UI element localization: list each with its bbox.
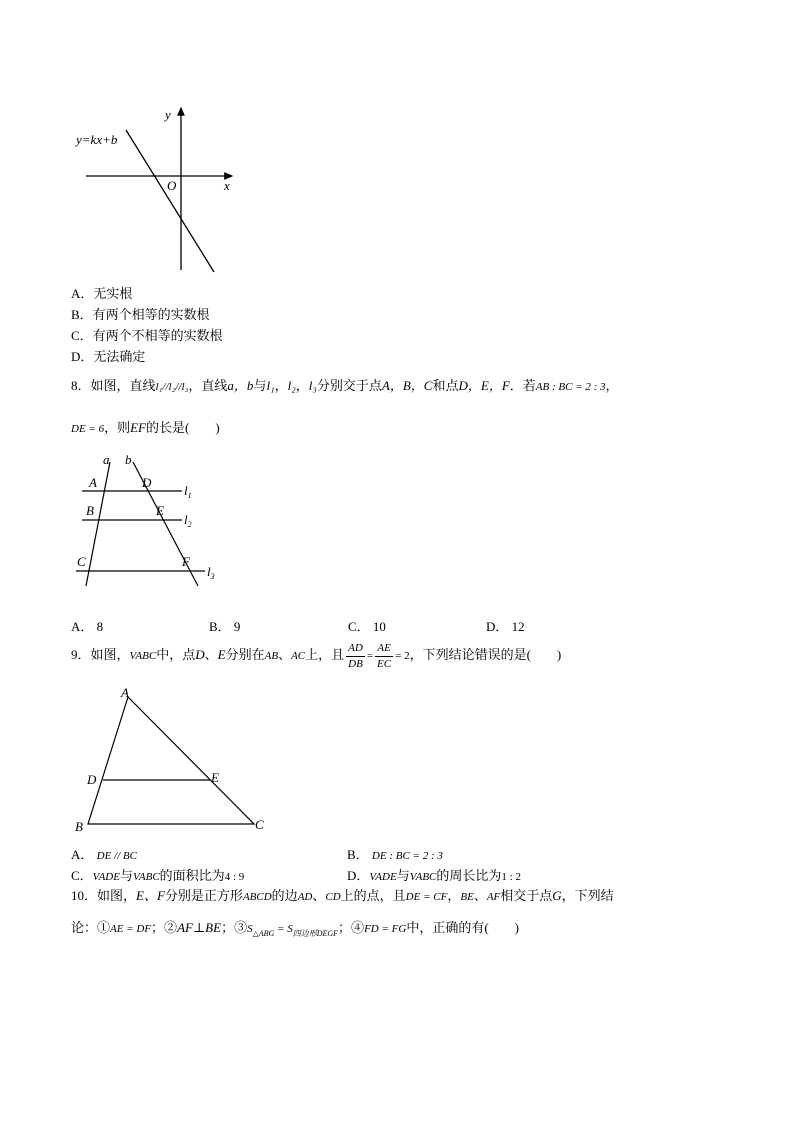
fraction-ad-db (346, 641, 365, 672)
q9-option-c (71, 867, 244, 886)
stem-text: 的边 (271, 888, 298, 903)
option-text: 的周长比为 (436, 868, 502, 883)
stem-text: 上，且 (305, 647, 345, 662)
side-ad: AD (297, 891, 313, 903)
given: DE = 6 (71, 423, 105, 435)
point-d: D (195, 647, 205, 662)
option-letter: C． (348, 619, 370, 634)
stem-text: 、 (312, 888, 326, 903)
l1: l₁ (266, 378, 275, 393)
option-text: 无法确定 (93, 349, 146, 364)
numerator: AD (346, 641, 365, 657)
stem-text: 分别在 (225, 647, 265, 662)
label-C: C (255, 817, 264, 832)
conclusion-3 (247, 923, 339, 938)
option-text: 9 (233, 619, 241, 634)
area-sub: △ABG (252, 929, 275, 938)
q9-stem (71, 637, 561, 674)
stem-text: ；③ (221, 920, 248, 935)
y-axis-label: y (165, 107, 171, 122)
option-text: 无实根 (93, 286, 133, 301)
q8-option-c (348, 618, 386, 635)
triangle-abc (88, 697, 254, 824)
label-l3: $l_3$ (207, 564, 215, 581)
option-text: 与 (119, 868, 133, 883)
option-text: 12 (511, 619, 525, 634)
option-letter: B． (209, 619, 231, 634)
area-sub: 四边形DEGF (292, 929, 339, 938)
triangle-abc: VABC (132, 871, 160, 883)
triangle-abc: VABC (129, 650, 157, 662)
q7-option-b (71, 306, 210, 323)
label-A: A (121, 685, 129, 700)
q9-option-d (347, 867, 521, 886)
stem-text: 、 (278, 647, 292, 662)
segment-ac: AC (291, 650, 306, 662)
line-label: y=kx+b (76, 132, 118, 147)
q8-option-d (486, 618, 525, 635)
q7-option-a (71, 285, 132, 302)
q8-parallel-lines-figure (70, 450, 230, 590)
question-number: 8． (71, 378, 91, 393)
conclusion-2: AF⊥BE (177, 920, 222, 935)
stem-text: 论：① (71, 920, 111, 935)
area-s: S (287, 923, 293, 935)
option-letter: C． (71, 328, 93, 343)
ratio-value: 1 : 2 (501, 871, 521, 883)
points-abc: A，B，C (381, 378, 433, 393)
condition: DE = CF (405, 891, 448, 903)
option-text: 的面积比为 (159, 868, 225, 883)
label-l1: $l_1$ (184, 483, 192, 500)
point-e: E (217, 647, 226, 662)
option-text: 有两个相等的实数根 (92, 307, 210, 322)
l3: l₃ (308, 378, 317, 393)
conclusion-4: FD = FG (364, 923, 407, 935)
option-text: DE // BC (96, 850, 137, 862)
l2: l₂ (287, 378, 296, 393)
equals: = (366, 650, 374, 662)
equals-two: = 2 (395, 650, 410, 662)
stem-text: ， (295, 378, 309, 393)
q8-option-a (71, 618, 103, 635)
stem-text: 与 (253, 378, 267, 393)
option-letter: D． (486, 619, 509, 634)
stem-text: 、 (473, 888, 487, 903)
stem-text: 如图， (97, 888, 137, 903)
stem-text: ，直线 (188, 378, 228, 393)
label-b: b (125, 452, 132, 467)
q8-stem-line2 (71, 419, 220, 438)
option-text: 8 (96, 619, 104, 634)
q8-stem-line1 (71, 377, 619, 396)
option-letter: D． (347, 868, 370, 883)
q7-option-d (71, 348, 145, 365)
label-B: B (75, 819, 83, 834)
stem-text: 相交于点 (500, 888, 553, 903)
stem-text: ，下列结论错误的是( ) (409, 647, 562, 662)
denominator: DB (348, 657, 363, 670)
option-letter: C． (71, 868, 93, 883)
q7-option-c (71, 327, 223, 344)
ratio-value: 4 : 9 (224, 871, 245, 883)
label-D: D (87, 772, 97, 787)
option-letter: A． (71, 847, 94, 862)
segment-af: AF (486, 891, 501, 903)
stem-text: 和点 (432, 378, 459, 393)
stem-text: 的长是( ) (146, 420, 220, 435)
stem-text: 中，点 (156, 647, 196, 662)
origin-label: O (167, 178, 177, 193)
side-cd: CD (325, 891, 341, 903)
label-A: A (89, 475, 97, 490)
label-l2: $l_2$ (184, 512, 192, 529)
option-letter: A． (71, 286, 94, 301)
triangle-abc: VABC (409, 871, 437, 883)
line-y-kx-b (126, 130, 214, 272)
points-ef: E、F (136, 888, 165, 903)
option-text: 有两个不相等的实数根 (92, 328, 223, 343)
numerator: AE (375, 641, 393, 657)
segment-be: BE (460, 891, 474, 903)
q8-option-b (209, 618, 240, 635)
equals: = (274, 923, 288, 935)
square-abcd: ABCD (242, 891, 272, 903)
stem-text: 分别是正方形 (164, 888, 243, 903)
label-a: a (103, 452, 110, 467)
stem-text: ，则 (104, 420, 131, 435)
area-s: S (247, 923, 253, 935)
stem-text: ；④ (338, 920, 365, 935)
q10-stem-line1 (71, 887, 614, 906)
stem-text: ；② (151, 920, 178, 935)
segment-ef: EF (130, 420, 146, 435)
question-number: 9． (71, 647, 91, 662)
points-def: D，E，F (458, 378, 510, 393)
label-F: F (182, 554, 190, 569)
stem-text: 分别交于点 (316, 378, 382, 393)
label-B: B (86, 503, 94, 518)
stem-text: 中，正确的有( ) (406, 920, 519, 935)
stem-text: 上的点，且 (340, 888, 406, 903)
stem-text: ， (605, 378, 619, 393)
ratio: AB : BC = 2 : 3 (535, 381, 606, 393)
option-text: DE : BC = 2 : 3 (371, 850, 443, 862)
stem-text: 如图， (90, 647, 130, 662)
q9-option-a (71, 846, 137, 865)
q7-linear-function-graph (70, 100, 250, 275)
segment-ab: AB (264, 650, 279, 662)
label-C: C (77, 554, 86, 569)
option-text: 10 (372, 619, 386, 634)
triangle-ade: VADE (92, 871, 120, 883)
label-E: E (156, 503, 164, 518)
point-g: G (552, 888, 562, 903)
parallel-lines: l₁//l₂//l₃ (155, 381, 189, 393)
option-letter: B． (347, 847, 369, 862)
label-D: D (142, 475, 152, 490)
stem-text: ，下列结 (561, 888, 614, 903)
q9-triangle-figure (70, 685, 280, 835)
label-E: E (211, 770, 219, 785)
lines-ab: a，b (227, 378, 254, 393)
q9-option-b (347, 846, 443, 865)
stem-text: 如图，直线 (90, 378, 156, 393)
fraction-ae-ec (375, 641, 393, 672)
stem-text: ， (274, 378, 288, 393)
option-letter: A． (71, 619, 94, 634)
triangle-ade: VADE (369, 871, 397, 883)
stem-text: ．若 (509, 378, 536, 393)
option-letter: B． (71, 307, 93, 322)
question-number: 10． (71, 888, 98, 903)
stem-text: 、 (204, 647, 218, 662)
q10-stem-line2 (71, 919, 519, 942)
x-axis-label: x (224, 178, 230, 193)
conclusion-1: AE = DF (110, 923, 152, 935)
stem-text: ， (447, 888, 461, 903)
option-letter: D． (71, 349, 94, 364)
option-text: 与 (396, 868, 410, 883)
denominator: EC (377, 657, 392, 670)
